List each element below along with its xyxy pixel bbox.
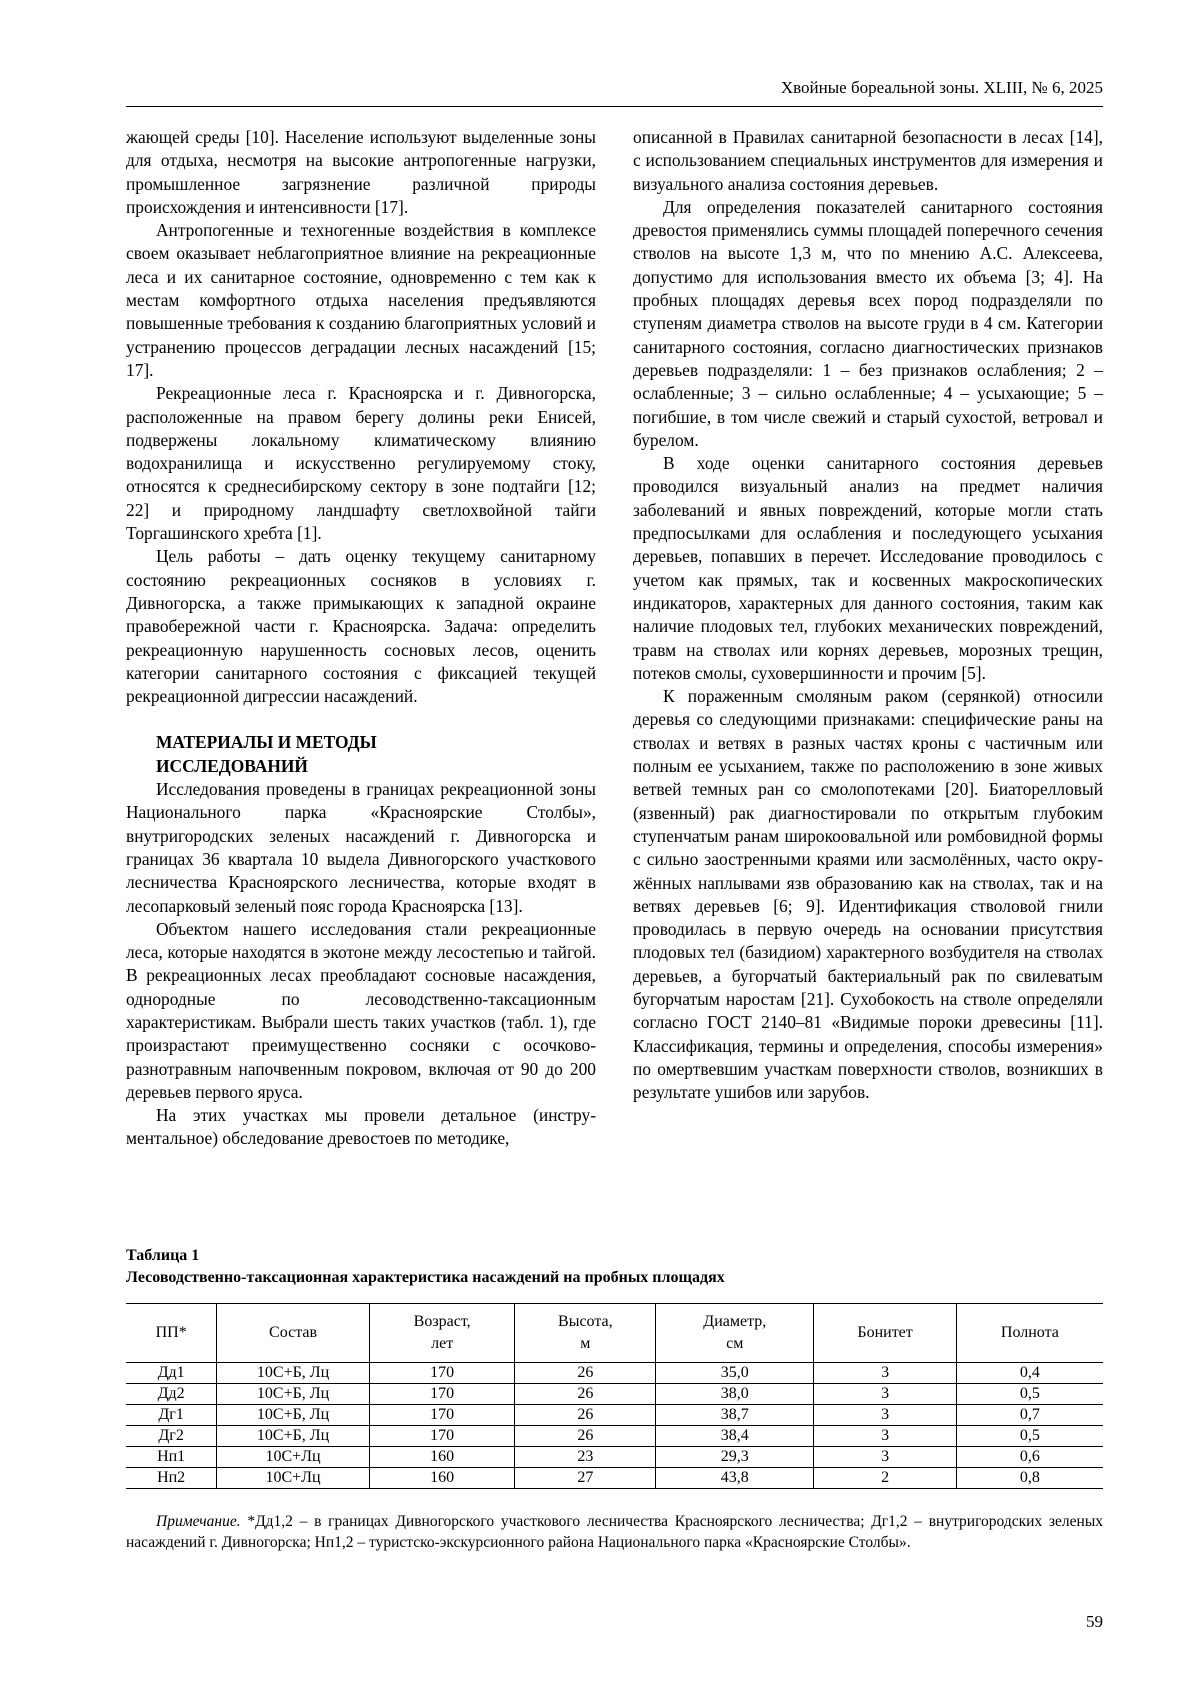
table-header-row	[126, 1304, 1103, 1363]
table-cell: 3	[814, 1405, 956, 1426]
table-row	[126, 1447, 1103, 1468]
page-number: 59	[1086, 1612, 1103, 1631]
table-cell: 0,7	[956, 1405, 1103, 1426]
table-cell: Дг1	[126, 1405, 217, 1426]
paragraph: жающей среды [10]. Население используют выделенные зоны для отдыха, несмотря на высокие антропогенные нагрузки, промышленное загрязнение различной природы происхождения и интенсивности [17].	[126, 127, 596, 217]
table-cell: 43,8	[656, 1468, 814, 1489]
table-cell: 0,5	[956, 1384, 1103, 1405]
paragraph: Для определения показателей санитарного состояния древостоя применялись суммы площадей поперечного сечения стволов на высоте 1,3 м, что по мнению А.С. Алексеева, допустимо для использования вместо их объема [3; 4]. На пробных площадях деревья всех пород подразделяли по ступеням диаметра стволов на высоте груди в 4 см. Категории санитарного состояния, согласно диагностических признаков деревьев подразделяли: 1 – без признаков ослабления; 2 – ослабленные; 3 – сильно ослабленные; 4 – усыхающие; 5 – погибшие, в том числе свежий и старый сухостой, ветровал и бурелом.	[633, 196, 1103, 450]
section-heading-line: ИССЛЕДОВАНИЙ	[156, 755, 308, 776]
table-header-cell: Состав	[217, 1304, 370, 1363]
table-header-cell: Диаметр, см	[656, 1304, 814, 1363]
table-cell: 26	[515, 1363, 656, 1384]
table-cell: Дд2	[126, 1384, 217, 1405]
table-note-text: *Дд1,2 – в границах Дивногорского участкового лесничества Красноярского лесничества; Дг1,2 – внутригородских зеленых насаждений г. Дивногорска; Нп1,2 – туристско-экскурсионного района Национального парка «Красноярские Столбы».	[126, 1513, 1103, 1551]
table-cell: 38,7	[656, 1405, 814, 1426]
table-cell: 10С+Б, Лц	[217, 1405, 370, 1426]
table-cell: 10С+Б, Лц	[217, 1363, 370, 1384]
paragraph: Исследования проведены в границах рекреационной зоны Национального парка «Красноярские Столбы», внутригородских зеленых насаждений г. Дивногорска и границах 36 квартала 10 выдела Дивногорского участкового лесничества Красноярского лесничества, которые входят в лесопарковый зеленый пояс города Красноярска [13].	[126, 779, 596, 916]
table-cell: 160	[369, 1447, 515, 1468]
paragraph: На этих участках мы провели детальное (инструментальное) обследование древостоев по методике,	[126, 1105, 596, 1149]
table-note	[126, 1511, 1103, 1553]
table-cell: 170	[369, 1363, 515, 1384]
paragraph: описанной в Правилах санитарной безопасности в лесах [14], с использованием специальных инструментов для измерения и визуального анализа состояния деревьев.	[633, 127, 1103, 194]
table-row	[126, 1405, 1103, 1426]
table-cell: 3	[814, 1384, 956, 1405]
section-heading-line: МАТЕРИАЛЫ И МЕТОДЫ	[156, 732, 377, 753]
header-rule	[126, 106, 1103, 107]
table-cell: Нп2	[126, 1468, 217, 1489]
table-cell: 10С+Б, Лц	[217, 1426, 370, 1447]
table-cell: 160	[369, 1468, 515, 1489]
table-cell: 2	[814, 1468, 956, 1489]
table-cell: Дд1	[126, 1363, 217, 1384]
running-head: Хвойные бореальной зоны. XLIII, № 6, 2025	[780, 78, 1103, 97]
table-header-cell: Бонитет	[814, 1304, 956, 1363]
table-header-cell: Возраст, лет	[369, 1304, 515, 1363]
table-cell: 38,4	[656, 1426, 814, 1447]
table-cell: 0,8	[956, 1468, 1103, 1489]
left-column	[126, 126, 596, 1151]
table-title: Лесоводственно-таксационная характеристика насаждений на пробных площадях	[126, 1269, 725, 1286]
table-header-cell: ПП*	[126, 1304, 217, 1363]
paragraph: Цель работы – дать оценку текущему санитарному состоянию рекреационных сосняков в условиях г. Дивногорска, а также примыкающих к западной окраине правобережной части г. Красноярска. Задача: определить рекреационную нарушенность сосновых лесов, оценить категории санитарного состояния с фиксацией текущей рекреационной дигрессии насаждений.	[126, 546, 596, 707]
table-cell: 3	[814, 1447, 956, 1468]
table-cell: 26	[515, 1426, 656, 1447]
table-row	[126, 1468, 1103, 1489]
table-cell: 170	[369, 1426, 515, 1447]
table-cell: Нп1	[126, 1447, 217, 1468]
table-row	[126, 1363, 1103, 1384]
table-header-cell: Полнота	[956, 1304, 1103, 1363]
table-row	[126, 1384, 1103, 1405]
table-cell: 35,0	[656, 1363, 814, 1384]
table-cell: 0,6	[956, 1447, 1103, 1468]
table-cell: 27	[515, 1468, 656, 1489]
table-cell: 170	[369, 1405, 515, 1426]
table-cell: 170	[369, 1384, 515, 1405]
table-row	[126, 1426, 1103, 1447]
table-cell: 0,4	[956, 1363, 1103, 1384]
table-block	[126, 1245, 1103, 1553]
table-cell: 38,0	[656, 1384, 814, 1405]
paragraph: Объектом нашего исследования стали рекреационные леса, которые находятся в экотоне между лесостепью и тайгой. В рекреационных лесах преобладают сосновые насаждения, однородные по лесоводственно-таксационным характеристикам. Выбрали шесть таких участков (табл. 1), где произрастают преимущественно сосняки с осочково-разнотравным напочвенным покровом, включая от 90 до 200 деревьев первого яруса.	[126, 918, 596, 1102]
table-cell: 3	[814, 1363, 956, 1384]
table-cell: 10С+Лц	[217, 1447, 370, 1468]
paragraph: Антропогенные и техногенные воздействия в комплексе своем оказывает неблагоприятное влияние на рекреационные леса и их санитарное состояние, одновременно с тем как к местам комфортного отдыха населения предъявляются повышенные требования к созданию благоприятных условий и устранению процессов деградации лесных насаждений [15; 17].	[126, 220, 596, 380]
table-cell: 26	[515, 1384, 656, 1405]
table-cell: Дг2	[126, 1426, 217, 1447]
table-cell: 10С+Лц	[217, 1468, 370, 1489]
table-cell: 3	[814, 1426, 956, 1447]
table-header-cell: Высота, м	[515, 1304, 656, 1363]
section-heading	[156, 731, 596, 778]
paragraph: К пораженным смоляным раком (серянкой) относили деревья со следующими признаками: специфические раны на стволах и ветвях в разных частях кроны с частичным или полным ее усыханием, также по расположению в зоне живых ветвей темных ран со смолопотеками [20]. Биаторелловый (язвенный) рак диагностировали по открытым глубоким ступенчатым ранам широкоовальной или ромбовидной формы с сильно заостренными краями или засмолённых, часто окружённых наплывами язв образованию как на стволах, так и на ветвях деревьев [6; 9]. Идентификация стволовой гнили проводилась в первую очередь на основании присутствия плодовых тел (базидиом) характерного возбудителя на стволах деревьев, а бугорчатый бактериальный рак по свилеватым бугорчатым наростам [21]. Сухобокость на стволе определяли согласно ГОСТ 2140–81 «Видимые пороки древесины [11]. Классификация, термины и определения, способы измерения» по омертвевшим участкам поверхности стволов, возникших в результате ушибов или зарубов.	[633, 686, 1103, 1103]
paragraph: В ходе оценки санитарного состояния деревьев проводился визуальный анализ на предмет наличия заболеваний и явных повреждений, которые могли стать предпосылками для ослабления и последующего усыхания деревьев, попавших в перечет. Исследование проводилось с учетом как прямых, так и косвенных макроскопических индикаторов, характерных для данного состояния, таким как наличие плодовых тел, глубоких механических повреждений, травм на стволах или корнях деревьев, морозных трещин, потеков смолы, суховершинности и прочим [5].	[633, 453, 1103, 683]
table-note-label: Примечание.	[156, 1513, 241, 1530]
table-cell: 0,5	[956, 1426, 1103, 1447]
table-cell: 29,3	[656, 1447, 814, 1468]
paragraph: Рекреационные леса г. Красноярска и г. Дивногорска, расположенные на правом берегу долины реки Енисей, подвержены локальному климатическому влиянию водохранилища и искусственно регулируемому стоку, относятся к среднесибирскому сектору в зоне подтайги [12; 22] и природному ландшафту светлохвойной тайги Торгашинского хребта [1].	[126, 383, 596, 544]
table-cell: 10С+Б, Лц	[217, 1384, 370, 1405]
stand-characteristics-table	[126, 1303, 1103, 1489]
table-label: Таблица 1	[126, 1247, 200, 1264]
table-cell: 23	[515, 1447, 656, 1468]
right-column	[633, 126, 1103, 1104]
table-cell: 26	[515, 1405, 656, 1426]
